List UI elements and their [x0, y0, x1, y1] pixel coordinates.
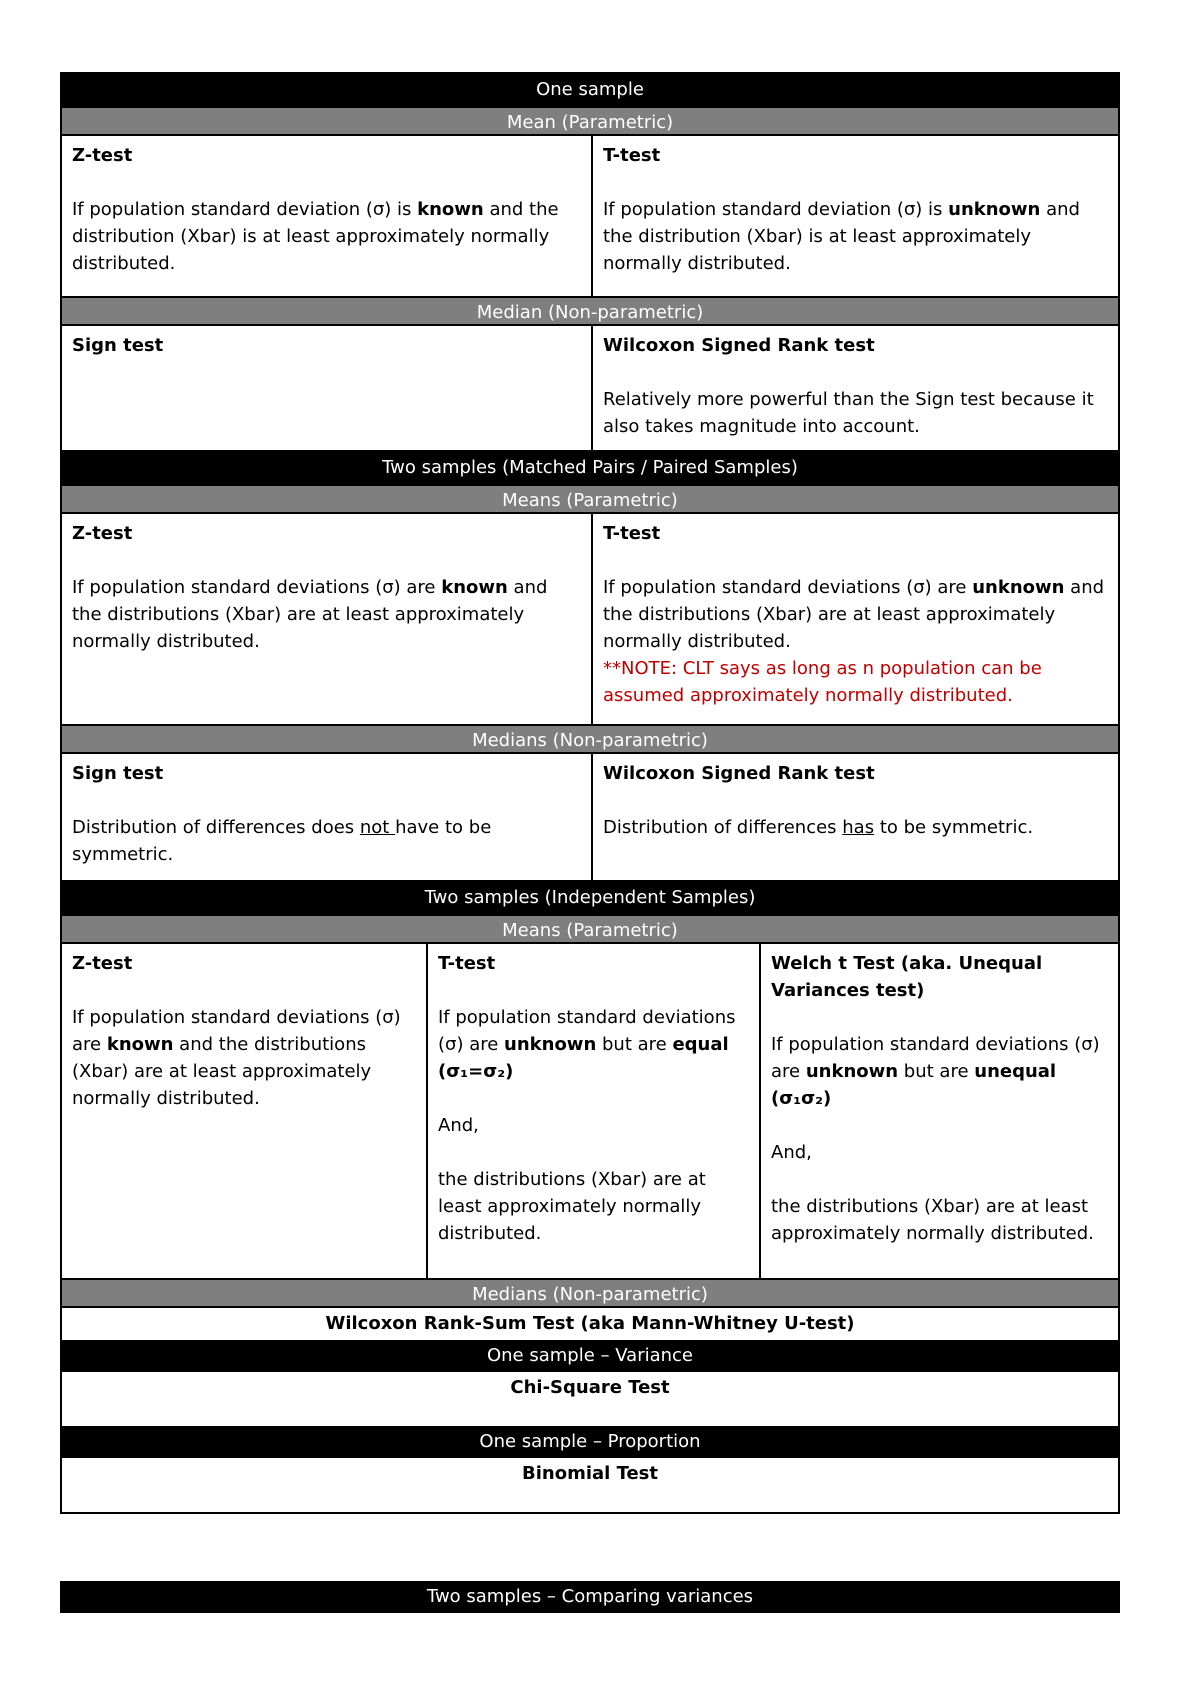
one-sample-wilcoxon-cell — [591, 326, 1118, 450]
test-name: T-test — [603, 145, 661, 166]
independent-t-test-cell — [426, 944, 759, 1278]
paired-t-test-cell — [591, 514, 1118, 724]
welch-t-test-cell — [759, 944, 1118, 1278]
one-sample-sign-test-cell — [62, 326, 591, 450]
section-variance-header: One sample – Variance — [62, 1340, 1118, 1372]
section-paired-header: Two samples (Matched Pairs / Paired Samples) — [62, 450, 1118, 484]
description: If population standard deviations (σ) are unknown and the distributions (Xbar) are at least approximately normally distributed. — [603, 577, 1105, 652]
section-comparing-variances-header: Two samples – Comparing variances — [60, 1581, 1120, 1613]
independent-medians-header: Medians (Non-parametric) — [62, 1278, 1118, 1308]
description-2: the distributions (Xbar) are at least approximately normally distributed. — [771, 1196, 1094, 1244]
and-label: And, — [438, 1115, 479, 1136]
and-label: And, — [771, 1142, 812, 1163]
description: If population standard deviations (σ) are unknown but are unequal (σ₁σ₂) — [771, 1034, 1100, 1109]
description: Distribution of differences has to be symmetric. — [603, 817, 1034, 838]
description: If population standard deviations (σ) are known and the distributions (Xbar) are at least approximately normally distributed. — [72, 577, 548, 652]
chi-square-cell: Chi-Square Test — [510, 1377, 670, 1398]
binomial-test-cell: Binomial Test — [522, 1463, 658, 1484]
test-name: T-test — [438, 953, 496, 974]
independent-means-header: Means (Parametric) — [62, 914, 1118, 944]
test-name: Wilcoxon Signed Rank test — [603, 335, 875, 356]
paired-medians-row — [62, 754, 1118, 880]
paired-z-test-cell — [62, 514, 591, 724]
test-name: Sign test — [72, 335, 164, 356]
wilcoxon-rank-sum-cell: Wilcoxon Rank-Sum Test (aka Mann-Whitney U-test) — [325, 1313, 855, 1334]
section-proportion-header: One sample – Proportion — [62, 1426, 1118, 1458]
test-name: Z-test — [72, 523, 133, 544]
independent-means-row — [62, 944, 1118, 1278]
one-sample-t-test-cell — [591, 136, 1118, 296]
one-sample-mean-row — [62, 136, 1118, 296]
description-2: the distributions (Xbar) are at least approximately normally distributed. — [438, 1169, 706, 1244]
medians-nonparametric-header: Medians (Non-parametric) — [62, 724, 1118, 754]
test-name: Sign test — [72, 763, 164, 784]
description: Distribution of differences does not have to be symmetric. — [72, 817, 492, 865]
description: If population standard deviation (σ) is known and the distribution (Xbar) is at least approximately normally distributed. — [72, 199, 559, 274]
one-sample-z-test-cell — [62, 136, 591, 296]
paired-means-row — [62, 514, 1118, 724]
description: If population standard deviations (σ) are known and the distributions (Xbar) are at least approximately normally distributed. — [72, 1007, 401, 1109]
description: If population standard deviation (σ) is unknown and the distribution (Xbar) is at least approximately normally distributed. — [603, 199, 1080, 274]
test-name: Wilcoxon Signed Rank test — [603, 763, 875, 784]
description: If population standard deviations (σ) are unknown but are equal (σ₁=σ₂) — [438, 1007, 736, 1082]
means-parametric-header: Means (Parametric) — [62, 484, 1118, 514]
section-independent-header: Two samples (Independent Samples) — [62, 880, 1118, 914]
test-name: Welch t Test (aka. Unequal Variances test) — [771, 953, 1043, 1001]
independent-z-test-cell — [62, 944, 426, 1278]
mean-parametric-header: Mean (Parametric) — [62, 106, 1118, 136]
test-name: T-test — [603, 523, 661, 544]
paired-sign-test-cell — [62, 754, 591, 880]
one-sample-median-row — [62, 326, 1118, 450]
paired-wilcoxon-cell — [591, 754, 1118, 880]
description: Relatively more powerful than the Sign test because it also takes magnitude into account. — [603, 389, 1094, 437]
median-nonparametric-header: Median (Non-parametric) — [62, 296, 1118, 326]
clt-note: **NOTE: CLT says as long as n population can be assumed approximately normally distributed. — [603, 658, 1042, 706]
statistical-tests-table — [60, 72, 1120, 1514]
test-name: Z-test — [72, 953, 133, 974]
test-name: Z-test — [72, 145, 133, 166]
section-one-sample-header: One sample — [62, 74, 1118, 106]
